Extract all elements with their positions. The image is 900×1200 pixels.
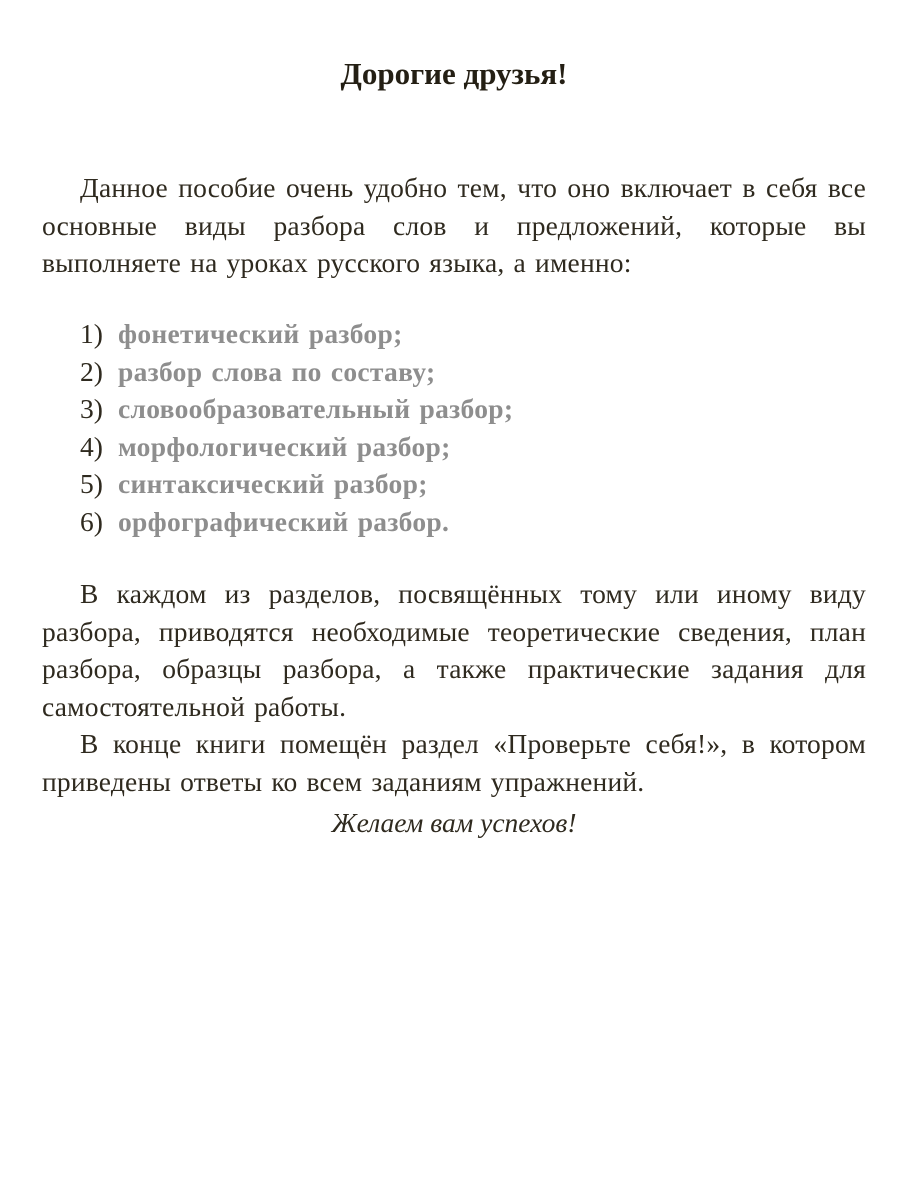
list-item-text: словообразовательный разбор; bbox=[118, 393, 514, 424]
list-item-text: орфографический разбор. bbox=[118, 505, 450, 537]
list-item bbox=[80, 353, 513, 391]
page-title: Дорогие друзья! bbox=[340, 56, 568, 91]
list-item-number: 6) bbox=[80, 505, 103, 537]
list-item-text: синтаксический разбор; bbox=[118, 468, 428, 499]
list-item-text: фонетический разбор; bbox=[118, 318, 403, 349]
answers-paragraph: В конце книги помещён раздел «Проверьте себя!», в котором приведены ответы ко всем заданиям упражнений. bbox=[42, 728, 866, 797]
sections-paragraph: В каждом из разделов, посвящённых тому или иному виду разбора, приводятся необходимые теоретические сведения, план разбора, образцы разбора, а также практические задания для самостоятельной работы. bbox=[42, 578, 866, 722]
list-item-text: морфологический разбор; bbox=[118, 430, 451, 462]
list-item-number: 5) bbox=[80, 468, 103, 499]
list-item bbox=[80, 390, 513, 428]
list-item-number: 2) bbox=[80, 355, 103, 387]
analysis-types-list bbox=[80, 315, 513, 540]
list-item bbox=[80, 428, 513, 466]
list-item bbox=[80, 503, 513, 541]
list-item-text: разбор слова по составу; bbox=[118, 355, 436, 387]
intro-paragraph: Данное пособие очень удобно тем, что оно включает в себя все основные виды разбора слов и предложений, которые вы выполняете на уроках русского языка, а именно: bbox=[42, 172, 866, 278]
list-item-number: 1) bbox=[80, 318, 103, 349]
list-item-number: 4) bbox=[80, 430, 103, 462]
list-item bbox=[80, 315, 513, 353]
list-item bbox=[80, 465, 513, 503]
closing-wish: Желаем вам успехов! bbox=[331, 807, 577, 838]
list-item-number: 3) bbox=[80, 393, 103, 424]
